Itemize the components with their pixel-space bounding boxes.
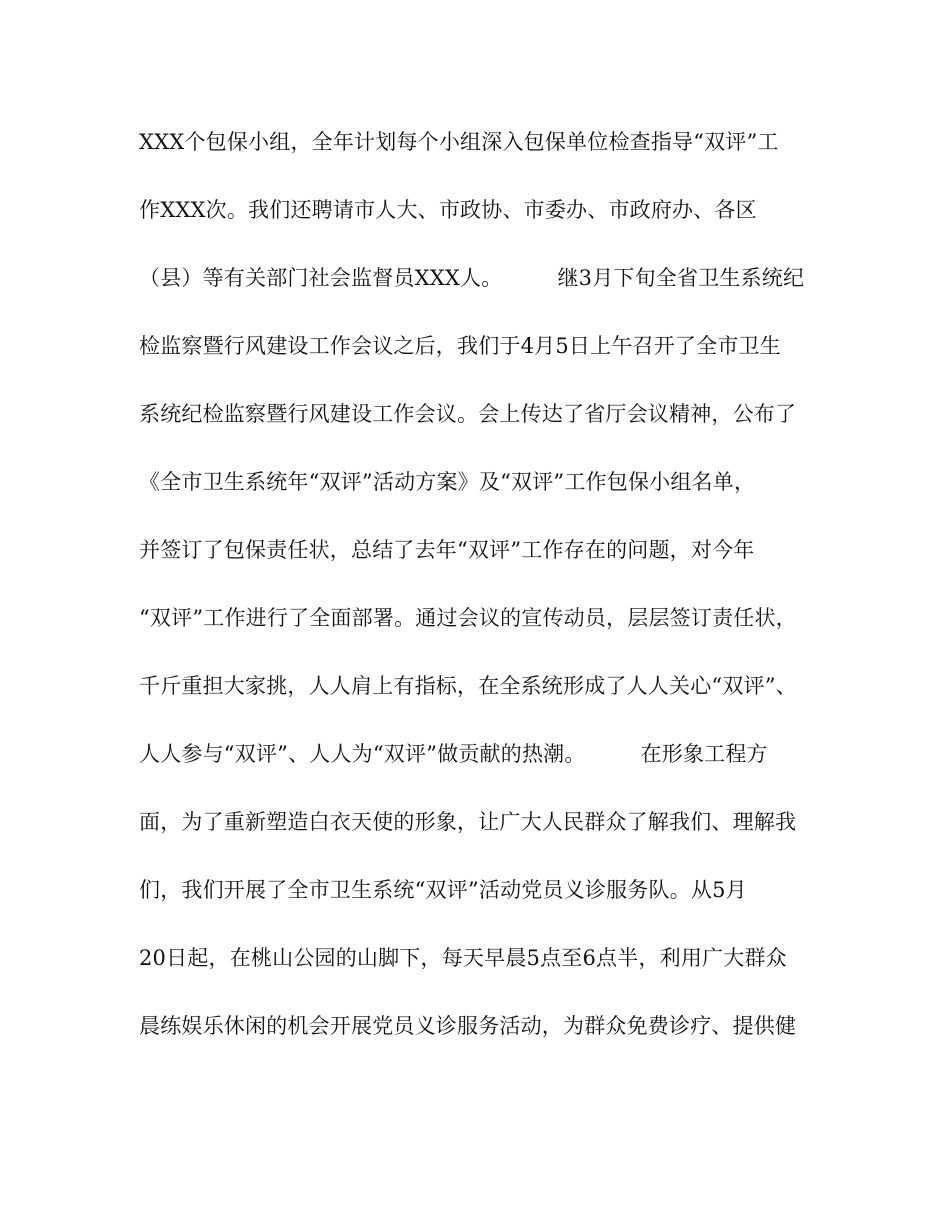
text-line: 检监察暨行风建设工作会议之后，我们于4月5日上午召开了全市卫生	[139, 334, 781, 358]
text-line: （县）等有关部门社会监督员XXX人。 继3月下旬全省卫生系统纪	[139, 266, 805, 290]
text-line: “双评”工作进行了全面部署。通过会议的宣传动员，层层签订责任状，	[139, 606, 797, 630]
text-line: XXX个包保小组，全年计划每个小组深入包保单位检查指导“双评”工	[139, 130, 779, 154]
text-line: 作XXX次。我们还聘请市人大、市政协、市委办、市政府办、各区	[139, 198, 757, 222]
text-line: 《全市卫生系统年“双评”活动方案》及“双评”工作包保小组名单，	[139, 470, 756, 494]
text-line: 并签订了包保责任状，总结了去年“双评”工作存在的问题，对今年	[139, 538, 755, 562]
text-line: 人人参与“双评”、人人为“双评”做贡献的热潮。 在形象工程方	[139, 742, 768, 766]
text-line: 20日起，在桃山公园的山脚下，每天早晨5点至6点半，利用广大群众	[139, 946, 787, 970]
text-line: 面，为了重新塑造白衣天使的形象，让广大人民群众了解我们、理解我	[139, 810, 797, 834]
text-line: 系统纪检监察暨行风建设工作会议。会上传达了省厅会议精神，公布了	[139, 402, 797, 426]
text-line: 千斤重担大家挑，人人肩上有指标，在全系统形成了人人关心“双评”、	[139, 674, 797, 698]
text-line: 们，我们开展了全市卫生系统“双评”活动党员义诊服务队。从5月	[139, 878, 747, 902]
text-line: 晨练娱乐休闲的机会开展党员义诊服务活动，为群众免费诊疗、提供健	[139, 1014, 797, 1038]
body-text	[139, 120, 839, 1072]
